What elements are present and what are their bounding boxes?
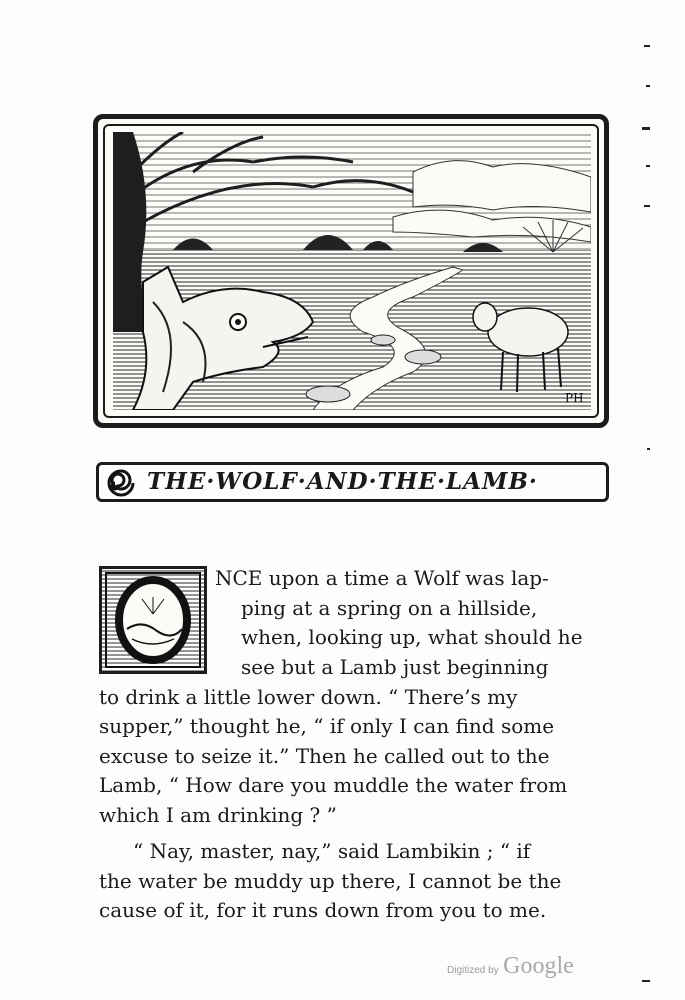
text-line: which I am drinking ? ” [99, 803, 337, 827]
text-line: cause of it, for it runs down from you to me. [99, 898, 547, 922]
text-line: “ Nay, master, nay,” said Lambikin ; “ if [133, 839, 531, 863]
drop-cap [99, 566, 207, 674]
text-line: excuse to seize it.” Then he called out to the [99, 744, 550, 768]
google-logo: Google [503, 953, 574, 979]
scan-mark [646, 165, 650, 167]
text-line: ping at a spring on a hillside, [241, 596, 538, 620]
scan-mark [646, 85, 650, 87]
text-line: Lamb, “ How dare you muddle the water from [99, 773, 568, 797]
digitized-watermark [447, 953, 574, 980]
text-line: the water be muddy up there, I cannot be the [99, 869, 562, 893]
scan-mark [642, 980, 650, 982]
digitized-label: Digitized by [447, 965, 499, 976]
text-line: when, looking up, what should he [241, 625, 583, 649]
story-title: THE·WOLF·AND·THE·LAMB· [147, 468, 538, 495]
scan-mark [644, 205, 650, 207]
text-line: see but a Lamb just beginning [241, 655, 549, 679]
monogram: PH [565, 391, 584, 405]
text-line: NCE upon a time a Wolf was lap- [215, 566, 549, 590]
scan-mark [642, 127, 650, 130]
scan-mark [644, 45, 650, 47]
scan-mark [647, 448, 650, 450]
text-line: supper,” thought he, “ if only I can find some [99, 714, 555, 738]
text-line: to drink a little lower down. “ There’s my [99, 685, 518, 709]
scroll-ornament-icon [103, 467, 139, 499]
title-banner [96, 462, 609, 502]
wolf-and-lamb-illustration [113, 132, 591, 410]
